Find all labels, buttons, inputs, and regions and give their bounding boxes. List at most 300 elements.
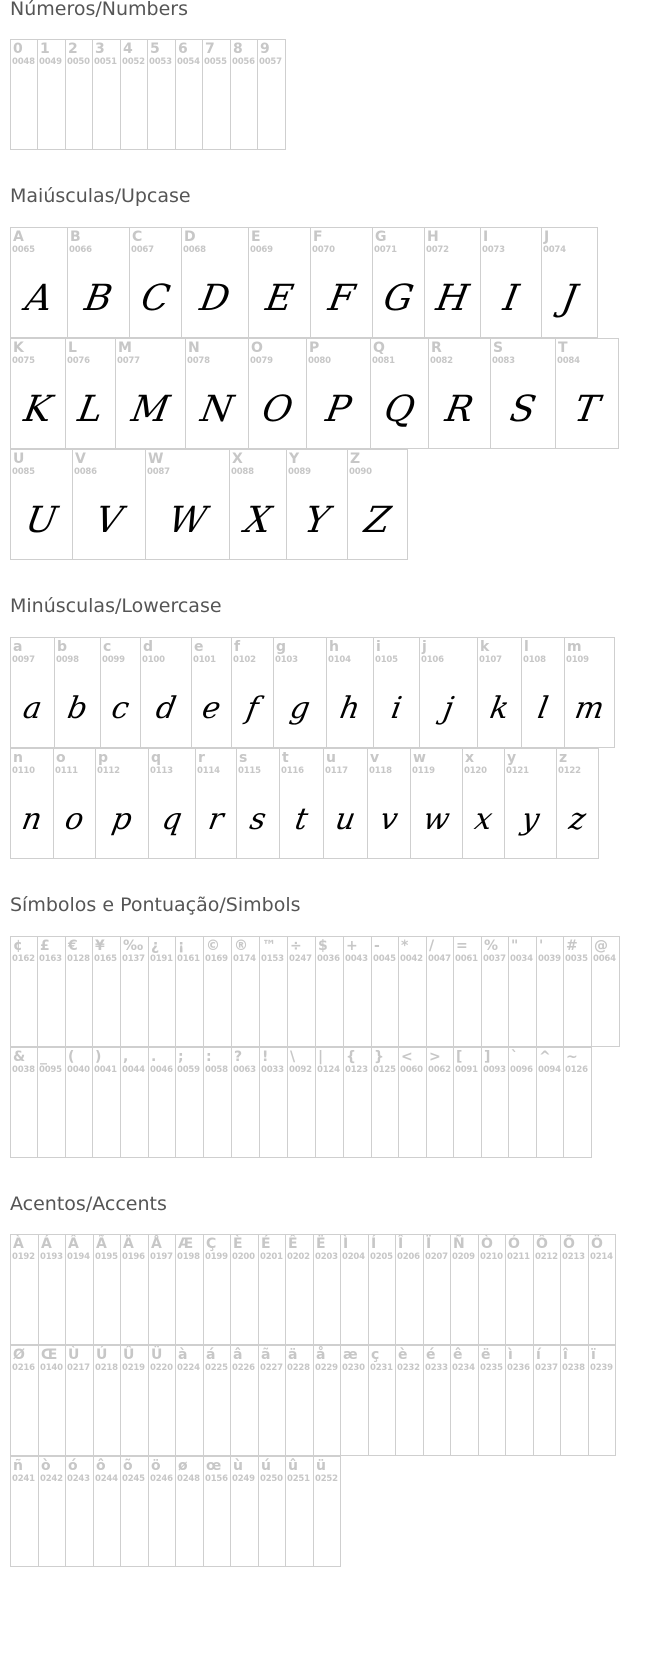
glyph-cell	[185, 338, 249, 449]
glyph-char-label: 4	[123, 41, 133, 57]
glyph-code-label: 0041	[94, 1065, 117, 1075]
glyph-cell	[462, 748, 505, 859]
glyph-code-label: 0225	[205, 1363, 228, 1373]
glyph-code-label: 0033	[261, 1065, 284, 1075]
glyph-char-label: k	[480, 639, 490, 655]
glyph-char-label: ç	[371, 1347, 380, 1363]
glyph-char-label: ¡	[178, 938, 185, 954]
glyph-char-label: m	[567, 639, 582, 655]
glyph-char-label: ô	[96, 1458, 106, 1474]
glyph-code-label: 0116	[281, 766, 304, 776]
glyph-cell	[343, 936, 372, 1047]
glyph-cell	[313, 1234, 341, 1345]
glyph-code-label: 0054	[177, 57, 200, 67]
glyph-char-label: >	[429, 1049, 441, 1065]
glyph-cell	[410, 748, 463, 859]
glyph-code-label: 0105	[375, 655, 398, 665]
glyph-cell	[372, 227, 425, 338]
glyph-code-label: 0067	[131, 245, 154, 255]
glyph-code-label: 0047	[428, 954, 451, 964]
glyph-cell	[323, 748, 368, 859]
glyph-code-label: 0058	[205, 1065, 228, 1075]
glyph-cell	[419, 637, 478, 748]
glyph-cell	[591, 936, 620, 1047]
glyph-char-label: e	[194, 639, 204, 655]
glyph-cell	[286, 449, 348, 560]
glyph-code-label: 0077	[117, 356, 140, 366]
glyph-char-label: -	[374, 938, 380, 954]
glyph-cell	[258, 1234, 286, 1345]
glyph-code-label: 0123	[345, 1065, 368, 1075]
glyph-char-label: A	[13, 229, 24, 245]
glyph-code-label: 0039	[538, 954, 561, 964]
glyph-code-label: 0217	[67, 1363, 90, 1373]
glyph-code-label: 0250	[260, 1474, 283, 1484]
glyph-code-label: 0210	[480, 1252, 503, 1262]
glyph-cell	[285, 1345, 314, 1456]
section-title-numbers: Números/Numbers	[10, 0, 188, 20]
glyph-code-label: 0209	[452, 1252, 475, 1262]
glyph-cell	[10, 338, 66, 449]
glyph-code-label: 0098	[56, 655, 79, 665]
glyph-char-label: ñ	[13, 1458, 23, 1474]
glyph-cell	[53, 748, 96, 859]
glyph-cell	[315, 936, 344, 1047]
glyph-sample: U	[22, 500, 61, 541]
glyph-code-label: 0099	[102, 655, 125, 665]
glyph-code-label: 0036	[317, 954, 340, 964]
glyph-char-label: _	[40, 1049, 47, 1065]
glyph-cell	[230, 1345, 259, 1456]
glyph-sample: J	[558, 278, 581, 319]
glyph-code-label: 0213	[562, 1252, 585, 1262]
glyph-code-label: 0126	[565, 1065, 588, 1075]
glyph-char-label: l	[524, 639, 529, 655]
glyph-code-label: 0102	[233, 655, 256, 665]
glyph-sample: p	[109, 802, 135, 837]
glyph-sample: h	[337, 691, 363, 726]
glyph-cell	[306, 338, 371, 449]
glyph-char-label: Ç	[206, 1236, 217, 1252]
glyph-char-label: Å	[151, 1236, 162, 1252]
glyph-cell	[93, 1234, 121, 1345]
glyph-code-label: 0119	[412, 766, 435, 776]
glyph-code-label: 0097	[12, 655, 35, 665]
glyph-char-label: õ	[123, 1458, 133, 1474]
glyph-cell	[175, 1047, 204, 1158]
glyph-cell	[505, 1234, 534, 1345]
glyph-cell	[563, 936, 592, 1047]
glyph-char-label: x	[465, 750, 475, 766]
glyph-code-label: 0062	[428, 1065, 451, 1075]
glyph-char-label: /	[429, 938, 435, 954]
glyph-cell	[313, 1456, 341, 1567]
glyph-code-label: 0137	[122, 954, 145, 964]
glyph-char-label: \	[290, 1049, 296, 1065]
glyph-cell	[560, 1345, 589, 1456]
glyph-char-label: ]	[484, 1049, 491, 1065]
glyph-sample: f	[243, 691, 262, 726]
glyph-char-label: 6	[178, 41, 188, 57]
glyph-sample: n	[19, 802, 45, 837]
glyph-cell	[428, 338, 491, 449]
glyph-char-label: Ó	[508, 1236, 520, 1252]
glyph-cell	[93, 1345, 121, 1456]
glyph-cell	[175, 39, 203, 150]
glyph-cell	[65, 1047, 93, 1158]
glyph-sample: C	[138, 278, 173, 319]
glyph-cell	[371, 936, 399, 1047]
glyph-char-label: Ä	[123, 1236, 134, 1252]
glyph-cell	[236, 748, 280, 859]
glyph-char-label: o	[56, 750, 66, 766]
glyph-cell	[202, 39, 231, 150]
glyph-char-label: Ì	[343, 1236, 349, 1252]
glyph-code-label: 0211	[507, 1252, 530, 1262]
glyph-sample: a	[20, 691, 45, 726]
glyph-char-label: 7	[205, 41, 215, 57]
glyph-code-label: 0057	[259, 57, 282, 67]
glyph-cell	[129, 227, 182, 338]
glyph-cell	[10, 1456, 39, 1567]
glyph-code-label: 0046	[150, 1065, 173, 1075]
glyph-char-label: ©	[206, 938, 220, 954]
glyph-cell	[100, 637, 141, 748]
glyph-cell	[450, 1234, 479, 1345]
glyph-char-label: C	[132, 229, 143, 245]
glyph-cell	[230, 1234, 259, 1345]
glyph-sample: g	[287, 691, 313, 726]
glyph-code-label: 0191	[150, 954, 173, 964]
glyph-code-label: 0236	[507, 1363, 530, 1373]
glyph-char-label: !	[262, 1049, 269, 1065]
glyph-code-label: 0068	[183, 245, 206, 255]
glyph-cell	[248, 338, 307, 449]
glyph-char-label: ì	[508, 1347, 513, 1363]
glyph-char-label: 8	[233, 41, 243, 57]
glyph-cell	[480, 227, 542, 338]
glyph-char-label: B	[70, 229, 81, 245]
glyph-code-label: 0239	[590, 1363, 613, 1373]
glyph-code-label: 0229	[315, 1363, 338, 1373]
glyph-code-label: 0205	[370, 1252, 393, 1262]
glyph-char-label: M	[118, 340, 132, 356]
glyph-code-label: 0232	[397, 1363, 420, 1373]
glyph-char-label: .	[151, 1049, 157, 1065]
glyph-sample: i	[388, 691, 405, 726]
glyph-cell	[148, 1234, 176, 1345]
glyph-cell	[203, 936, 232, 1047]
glyph-code-label: 0106	[421, 655, 444, 665]
glyph-code-label: 0207	[425, 1252, 448, 1262]
glyph-code-label: 0073	[482, 245, 505, 255]
glyph-code-label: 0156	[205, 1474, 228, 1484]
glyph-char-label: È	[233, 1236, 243, 1252]
glyph-cell	[373, 637, 420, 748]
glyph-cell	[175, 1345, 204, 1456]
glyph-code-label: 0212	[535, 1252, 558, 1262]
glyph-cell	[258, 1345, 286, 1456]
glyph-code-label: 0220	[150, 1363, 173, 1373]
glyph-char-label: 5	[150, 41, 160, 57]
glyph-cell	[453, 936, 482, 1047]
glyph-code-label: 0095	[39, 1065, 62, 1075]
glyph-code-label: 0087	[147, 467, 170, 477]
glyph-code-label: 0089	[288, 467, 311, 477]
glyph-cell	[370, 338, 429, 449]
glyph-cell	[259, 1047, 288, 1158]
glyph-code-label: 0162	[12, 954, 35, 964]
glyph-char-label: Œ	[41, 1347, 58, 1363]
glyph-cell	[588, 1234, 616, 1345]
glyph-char-label: E	[251, 229, 261, 245]
glyph-code-label: 0088	[231, 467, 254, 477]
glyph-cell	[279, 748, 324, 859]
glyph-char-label: )	[95, 1049, 102, 1065]
glyph-code-label: 0050	[67, 57, 90, 67]
glyph-char-label: (	[68, 1049, 75, 1065]
glyph-code-label: 0108	[523, 655, 546, 665]
glyph-char-label: a	[13, 639, 23, 655]
glyph-char-label: S	[493, 340, 504, 356]
glyph-code-label: 0224	[177, 1363, 200, 1373]
glyph-char-label: Ü	[151, 1347, 163, 1363]
glyph-code-label: 0246	[150, 1474, 173, 1484]
glyph-sample: e	[199, 691, 224, 726]
glyph-code-label: 0237	[535, 1363, 558, 1373]
glyph-char-label: g	[276, 639, 287, 655]
glyph-cell	[115, 338, 186, 449]
glyph-char-label: {	[346, 1049, 356, 1065]
glyph-char-label: Ã	[96, 1236, 107, 1252]
glyph-cell	[231, 936, 260, 1047]
glyph-cell	[120, 1234, 149, 1345]
glyph-char-label: 9	[260, 41, 270, 57]
glyph-cell	[145, 449, 230, 560]
glyph-char-label: f	[234, 639, 241, 655]
glyph-code-label: 0194	[67, 1252, 90, 1262]
glyph-char-label: @	[594, 938, 608, 954]
glyph-code-label: 0228	[287, 1363, 310, 1373]
glyph-char-label: ¿	[151, 938, 160, 954]
glyph-cell	[398, 1047, 427, 1158]
glyph-code-label: 0115	[238, 766, 261, 776]
glyph-code-label: 0056	[232, 57, 255, 67]
glyph-code-label: 0112	[97, 766, 120, 776]
glyph-cell	[248, 227, 311, 338]
glyph-sample: y	[518, 802, 543, 837]
glyph-code-label: 0122	[558, 766, 581, 776]
glyph-cell	[259, 936, 288, 1047]
glyph-code-label: 0076	[67, 356, 90, 366]
glyph-char-label: ;	[178, 1049, 184, 1065]
glyph-char-label: Û	[123, 1347, 135, 1363]
glyph-sample: Q	[381, 389, 418, 430]
glyph-char-label: ~	[566, 1049, 578, 1065]
glyph-char-label: è	[398, 1347, 408, 1363]
glyph-char-label: 3	[95, 41, 105, 57]
glyph-cell	[505, 1345, 534, 1456]
glyph-cell	[140, 637, 192, 748]
glyph-code-label: 0090	[349, 467, 372, 477]
glyph-char-label: ÷	[290, 938, 302, 954]
glyph-cell	[453, 1047, 482, 1158]
section-title-lowercase: Minúsculas/Lowercase	[10, 595, 222, 617]
glyph-char-label: í	[536, 1347, 541, 1363]
glyph-char-label: Ô	[536, 1236, 548, 1252]
glyph-sample: Y	[301, 500, 333, 541]
glyph-char-label: ï	[591, 1347, 596, 1363]
glyph-cell	[310, 227, 373, 338]
glyph-char-label: *	[401, 938, 409, 954]
glyph-code-label: 0049	[39, 57, 62, 67]
glyph-char-label: 0	[13, 41, 23, 57]
glyph-code-label: 0153	[261, 954, 284, 964]
glyph-code-label: 0197	[150, 1252, 173, 1262]
glyph-char-label: ®	[234, 938, 248, 954]
glyph-char-label: P	[309, 340, 320, 356]
glyph-code-label: 0059	[177, 1065, 200, 1075]
glyph-char-label: À	[13, 1236, 24, 1252]
glyph-code-label: 0245	[122, 1474, 145, 1484]
glyph-sample: d	[153, 691, 179, 726]
glyph-char-label: Ê	[288, 1236, 298, 1252]
glyph-char-label: ê	[453, 1347, 463, 1363]
glyph-cell	[10, 227, 68, 338]
glyph-code-label: 0243	[67, 1474, 90, 1484]
glyph-cell	[273, 637, 327, 748]
glyph-char-label: ò	[41, 1458, 51, 1474]
glyph-code-label: 0201	[260, 1252, 283, 1262]
section-title-symbols: Símbolos e Pontuação/Simbols	[10, 894, 301, 916]
glyph-code-label: 0086	[74, 467, 97, 477]
glyph-cell	[147, 39, 176, 150]
glyph-code-label: 0234	[452, 1363, 475, 1373]
glyph-code-label: 0219	[122, 1363, 145, 1373]
glyph-code-label: 0038	[12, 1065, 35, 1075]
glyph-cell	[426, 936, 454, 1047]
glyph-sample: c	[109, 691, 132, 726]
glyph-char-label: #	[566, 938, 578, 954]
glyph-char-label: ^	[539, 1049, 551, 1065]
glyph-cell	[258, 1456, 286, 1567]
glyph-char-label: Ï	[426, 1236, 432, 1252]
glyph-code-label: 0227	[260, 1363, 283, 1373]
glyph-code-label: 0120	[464, 766, 487, 776]
glyph-char-label: Y	[289, 451, 300, 467]
glyph-cell	[93, 1456, 121, 1567]
glyph-char-label: ë	[481, 1347, 491, 1363]
glyph-sample: T	[571, 389, 603, 430]
glyph-sample: A	[22, 278, 56, 319]
glyph-cell	[231, 637, 274, 748]
glyph-char-label: s	[239, 750, 248, 766]
glyph-char-label: z	[559, 750, 568, 766]
glyph-char-label: ú	[261, 1458, 271, 1474]
glyph-cell	[287, 936, 316, 1047]
glyph-char-label: D	[184, 229, 196, 245]
glyph-code-label: 0128	[67, 954, 90, 964]
glyph-sample: R	[442, 389, 477, 430]
glyph-code-label: 0093	[483, 1065, 506, 1075]
glyph-cell	[10, 1047, 38, 1158]
glyph-code-label: 0044	[122, 1065, 145, 1075]
glyph-cell	[148, 936, 176, 1047]
glyph-char-label: â	[233, 1347, 243, 1363]
glyph-sample: v	[377, 802, 401, 837]
glyph-char-label: &	[13, 1049, 26, 1065]
glyph-code-label: 0199	[205, 1252, 228, 1262]
glyph-code-label: 0248	[177, 1474, 200, 1484]
glyph-char-label: ‰	[123, 938, 144, 954]
glyph-sample: L	[74, 389, 107, 430]
glyph-code-label: 0080	[308, 356, 331, 366]
glyph-code-label: 0081	[372, 356, 395, 366]
glyph-code-label: 0241	[12, 1474, 35, 1484]
glyph-code-label: 0091	[455, 1065, 478, 1075]
glyph-code-label: 0226	[232, 1363, 255, 1373]
glyph-cell	[203, 1456, 231, 1567]
glyph-char-label: à	[178, 1347, 188, 1363]
glyph-sample: E	[262, 278, 297, 319]
glyph-char-label: q	[151, 750, 162, 766]
glyph-char-label: 1	[40, 41, 50, 57]
glyph-cell	[95, 748, 149, 859]
glyph-code-label: 0163	[39, 954, 62, 964]
glyph-cell	[326, 637, 374, 748]
glyph-cell	[65, 936, 93, 1047]
glyph-code-label: 0045	[373, 954, 396, 964]
glyph-code-label: 0196	[122, 1252, 145, 1262]
glyph-code-label: 0060	[400, 1065, 423, 1075]
glyph-cell	[65, 1234, 94, 1345]
glyph-sample: S	[507, 389, 539, 430]
glyph-cell	[10, 936, 38, 1047]
glyph-sample: G	[380, 278, 417, 319]
glyph-code-label: 0085	[12, 467, 35, 477]
glyph-sample: P	[322, 389, 355, 430]
glyph-code-label: 0251	[287, 1474, 310, 1484]
glyph-cell	[347, 449, 408, 560]
glyph-code-label: 0070	[312, 245, 335, 255]
glyph-code-label: 0103	[275, 655, 298, 665]
glyph-char-label: d	[143, 639, 154, 655]
glyph-cell	[508, 936, 537, 1047]
glyph-code-label: 0216	[12, 1363, 35, 1373]
glyph-char-label: ø	[178, 1458, 188, 1474]
glyph-char-label: Æ	[178, 1236, 194, 1252]
glyph-char-label: ù	[233, 1458, 243, 1474]
glyph-sample: x	[471, 802, 496, 837]
glyph-char-label: Î	[398, 1236, 404, 1252]
glyph-code-label: 0252	[315, 1474, 338, 1484]
glyph-cell	[38, 1345, 66, 1456]
glyph-sample: Z	[361, 500, 394, 541]
glyph-char-label: ¥	[95, 938, 105, 954]
glyph-char-label: É	[261, 1236, 271, 1252]
glyph-char-label: Ò	[481, 1236, 493, 1252]
glyph-char-label: p	[98, 750, 109, 766]
glyph-char-label: [	[456, 1049, 463, 1065]
glyph-char-label: }	[374, 1049, 384, 1065]
glyph-code-label: 0092	[289, 1065, 312, 1075]
glyph-cell	[423, 1234, 451, 1345]
glyph-char-label: Ú	[96, 1347, 108, 1363]
glyph-code-label: 0110	[12, 766, 35, 776]
glyph-cell	[490, 338, 556, 449]
glyph-code-label: 0118	[369, 766, 392, 776]
glyph-code-label: 0101	[193, 655, 216, 665]
